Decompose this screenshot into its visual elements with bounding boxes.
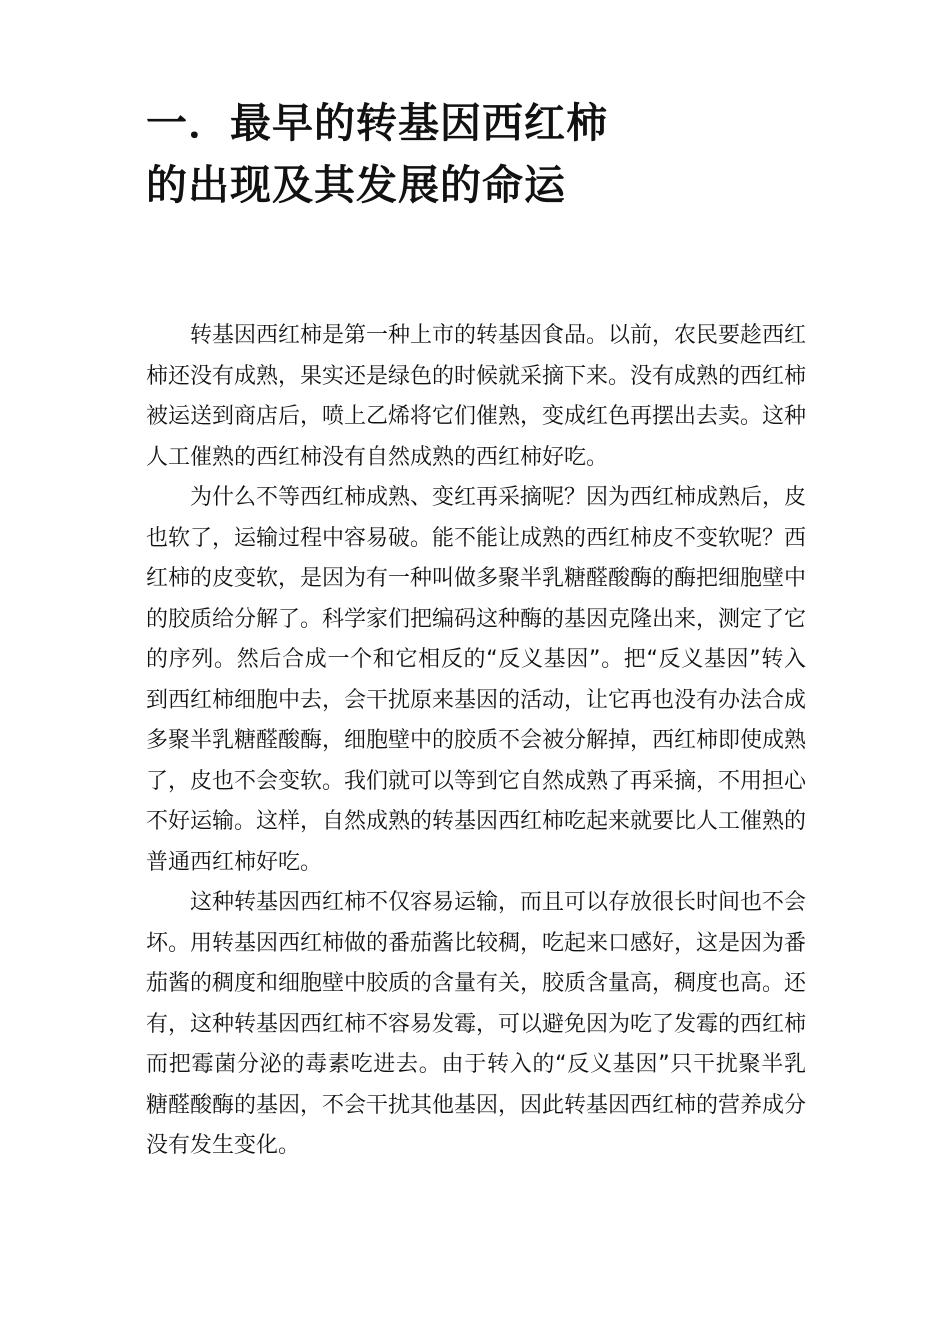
paragraph-1: 转基因西红柿是第一种上市的转基因食品。以前，农民要趁西红柿还没有成熟，果实还是绿色的时候就采摘下来。没有成熟的西红柿被运送到商店后，喷上乙烯将它们催熟，变成红色再摆出去卖。这种人工催熟的西红柿没有自然成熟的西红柿好吃。	[146, 323, 807, 470]
section-title-line-2: 的出现及其发展的命运	[146, 161, 566, 209]
body-text	[146, 316, 806, 1167]
paragraph-2: 为什么不等西红柿成熟、变红再采摘呢？因为西红柿成熟后，皮也软了，运输过程中容易破。能不能让成熟的西红柿皮不变软呢？西红柿的皮变软，是因为有一种叫做多聚半乳糖醛酸酶的酶把细胞壁中的胶质给分解了。科学家们把编码这种酶的基因克隆出来，测定了它的序列。然后合成一个和它相反的“反义基因”。把“反义基因”转入到西红柿细胞中去，会干扰原来基因的活动，让它再也没有办法合成多聚半乳糖醛酸酶，细胞壁中的胶质不会被分解掉，西红柿即使成熟了，皮也不会变软。我们就可以等到它自然成熟了再采摘，不用担心不好运输。这样，自然成熟的转基因西红柿吃起来就要比人工催熟的普通西红柿好吃。	[146, 485, 807, 875]
section-title	[146, 92, 826, 216]
section-title-line-1: 一．最早的转基因西红柿	[146, 99, 608, 147]
paragraph-3: 这种转基因西红柿不仅容易运输，而且可以存放很长时间也不会坏。用转基因西红柿做的番茄酱比较稠，吃起来口感好，这是因为番茄酱的稠度和细胞壁中胶质的含量有关，胶质含量高，稠度也高。还有，这种转基因西红柿不容易发霉，可以避免因为吃了发霉的西红柿而把霉菌分泌的毒素吃进去。由于转入的“反义基因”只干扰聚半乳糖醛酸酶的基因，不会干扰其他基因，因此转基因西红柿的营养成分没有发生变化。	[146, 890, 807, 1158]
